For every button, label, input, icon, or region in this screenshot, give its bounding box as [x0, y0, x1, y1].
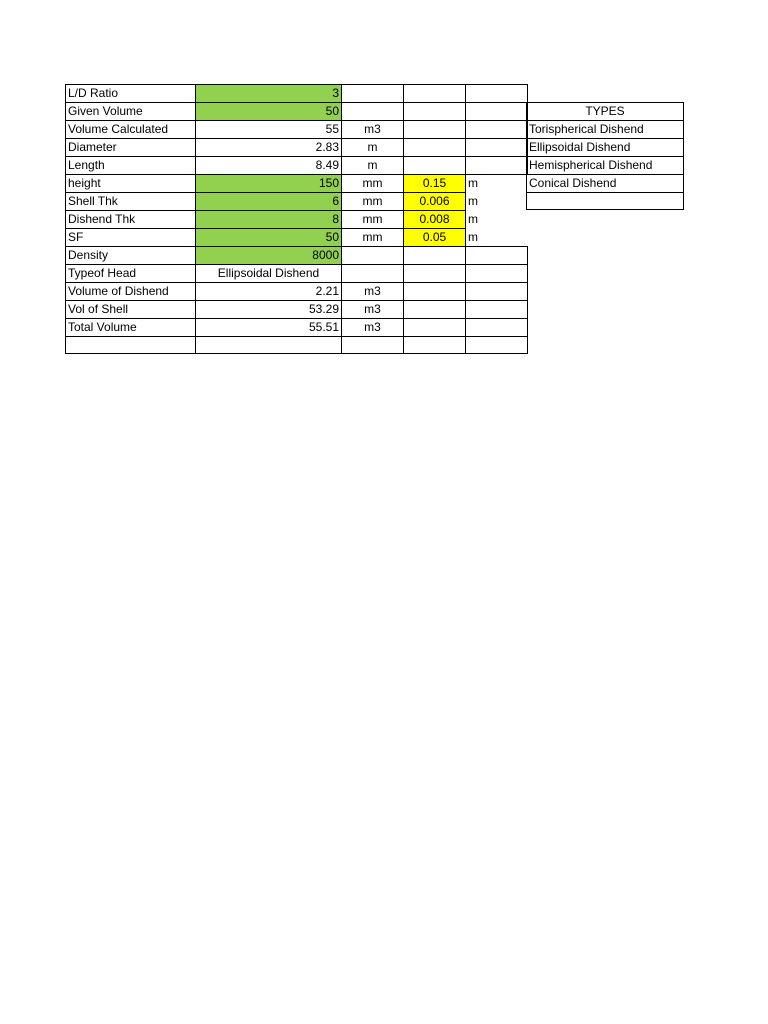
- cell-converted-unit[interactable]: [466, 301, 528, 319]
- cell-unit[interactable]: m3: [342, 319, 404, 337]
- cell-label[interactable]: height: [66, 175, 196, 193]
- cell-converted[interactable]: [404, 283, 466, 301]
- cell-unit[interactable]: mm: [342, 193, 404, 211]
- table-row: [66, 283, 528, 301]
- cell-unit[interactable]: mm: [342, 175, 404, 193]
- cell-converted[interactable]: 0.15: [404, 175, 466, 193]
- cell-label[interactable]: Total Volume: [66, 319, 196, 337]
- table-row: [66, 247, 528, 265]
- cell-label[interactable]: Diameter: [66, 139, 196, 157]
- table-row: [66, 337, 528, 354]
- cell-label[interactable]: Volume Calculated: [66, 121, 196, 139]
- cell-label[interactable]: [66, 337, 196, 354]
- type-option[interactable]: Hemispherical Dishend: [527, 157, 684, 175]
- list-item: [527, 157, 684, 175]
- cell-converted-unit[interactable]: [466, 247, 528, 265]
- cell-label[interactable]: SF: [66, 229, 196, 247]
- cell-unit[interactable]: [342, 265, 404, 283]
- cell-unit[interactable]: m3: [342, 121, 404, 139]
- cell-converted[interactable]: [404, 301, 466, 319]
- cell-value[interactable]: Ellipsoidal Dishend: [196, 265, 342, 283]
- cell-converted[interactable]: 0.008: [404, 211, 466, 229]
- cell-value[interactable]: 8.49: [196, 157, 342, 175]
- table-row: [66, 139, 528, 157]
- cell-converted[interactable]: [404, 247, 466, 265]
- cell-unit[interactable]: [342, 247, 404, 265]
- cell-value[interactable]: 55.51: [196, 319, 342, 337]
- cell-label[interactable]: Volume of Dishend: [66, 283, 196, 301]
- cell-converted[interactable]: [404, 337, 466, 354]
- cell-converted[interactable]: [404, 265, 466, 283]
- type-option[interactable]: Conical Dishend: [527, 175, 684, 193]
- cell-converted-unit[interactable]: [466, 139, 528, 157]
- calculation-table: [65, 84, 528, 354]
- cell-converted[interactable]: [404, 103, 466, 121]
- cell-value[interactable]: 3: [196, 85, 342, 103]
- table-row: [66, 157, 528, 175]
- list-item: [527, 175, 684, 193]
- table-row: [66, 103, 528, 121]
- table-row: [66, 85, 528, 103]
- cell-value[interactable]: 6: [196, 193, 342, 211]
- cell-converted-unit[interactable]: [466, 103, 528, 121]
- cell-converted-unit[interactable]: m: [466, 211, 528, 229]
- cell-converted[interactable]: [404, 139, 466, 157]
- table-row: [66, 319, 528, 337]
- cell-label[interactable]: Given Volume: [66, 103, 196, 121]
- cell-value[interactable]: 50: [196, 229, 342, 247]
- table-row: [66, 193, 528, 211]
- cell-converted-unit[interactable]: m: [466, 175, 528, 193]
- table-row: [66, 229, 528, 247]
- cell-unit[interactable]: m3: [342, 283, 404, 301]
- cell-value[interactable]: 55: [196, 121, 342, 139]
- list-item: [527, 193, 684, 210]
- type-option[interactable]: [527, 193, 684, 210]
- cell-unit[interactable]: mm: [342, 211, 404, 229]
- cell-converted-unit[interactable]: [466, 121, 528, 139]
- cell-unit[interactable]: m: [342, 139, 404, 157]
- cell-converted-unit[interactable]: [466, 283, 528, 301]
- cell-value[interactable]: 50: [196, 103, 342, 121]
- table-row: [66, 211, 528, 229]
- cell-label[interactable]: Vol of Shell: [66, 301, 196, 319]
- cell-converted-unit[interactable]: [466, 157, 528, 175]
- cell-label[interactable]: Density: [66, 247, 196, 265]
- cell-value[interactable]: 8000: [196, 247, 342, 265]
- cell-converted[interactable]: 0.006: [404, 193, 466, 211]
- table-row: [66, 301, 528, 319]
- list-item: [527, 139, 684, 157]
- cell-unit[interactable]: m: [342, 157, 404, 175]
- cell-converted[interactable]: 0.05: [404, 229, 466, 247]
- cell-value[interactable]: 2.83: [196, 139, 342, 157]
- cell-value[interactable]: 2.21: [196, 283, 342, 301]
- cell-value[interactable]: 53.29: [196, 301, 342, 319]
- cell-unit[interactable]: [342, 337, 404, 354]
- cell-converted[interactable]: [404, 121, 466, 139]
- cell-converted[interactable]: [404, 319, 466, 337]
- cell-unit[interactable]: [342, 103, 404, 121]
- types-header-row: [527, 103, 684, 121]
- cell-label[interactable]: Shell Thk: [66, 193, 196, 211]
- cell-value[interactable]: 150: [196, 175, 342, 193]
- type-option[interactable]: Torispherical Dishend: [527, 121, 684, 139]
- cell-label[interactable]: L/D Ratio: [66, 85, 196, 103]
- cell-value[interactable]: 8: [196, 211, 342, 229]
- cell-converted-unit[interactable]: m: [466, 193, 528, 211]
- list-item: [527, 121, 684, 139]
- cell-unit[interactable]: m3: [342, 301, 404, 319]
- cell-converted[interactable]: [404, 85, 466, 103]
- cell-label[interactable]: Typeof Head: [66, 265, 196, 283]
- cell-converted-unit[interactable]: m: [466, 229, 528, 247]
- types-header[interactable]: TYPES: [527, 103, 684, 121]
- cell-unit[interactable]: mm: [342, 229, 404, 247]
- table-row: [66, 265, 528, 283]
- cell-value[interactable]: [196, 337, 342, 354]
- cell-unit[interactable]: [342, 85, 404, 103]
- cell-label[interactable]: Dishend Thk: [66, 211, 196, 229]
- type-option[interactable]: Ellipsoidal Dishend: [527, 139, 684, 157]
- cell-converted[interactable]: [404, 157, 466, 175]
- types-table: [526, 102, 684, 210]
- cell-converted-unit[interactable]: [466, 319, 528, 337]
- cell-converted-unit[interactable]: [466, 265, 528, 283]
- cell-converted-unit[interactable]: [466, 337, 528, 354]
- cell-label[interactable]: Length: [66, 157, 196, 175]
- table-row: [66, 121, 528, 139]
- cell-converted-unit[interactable]: [466, 85, 528, 103]
- table-row: [66, 175, 528, 193]
